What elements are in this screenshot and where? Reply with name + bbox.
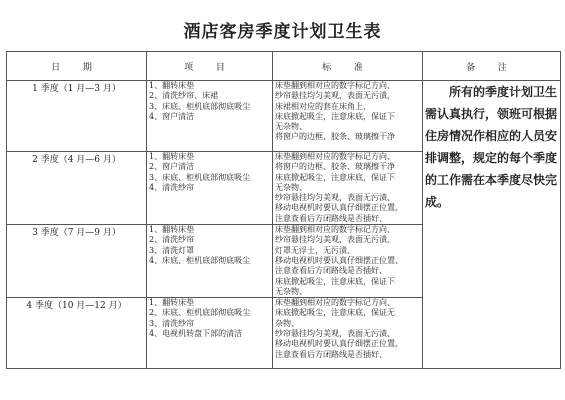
item-line: 4、清洗纱帘 [149,182,195,192]
standard-line: 床底掀起吸尘，注意床底，保证无 [275,308,395,318]
table-row [7,81,561,152]
item-line: 1、翻转床垫 [149,152,195,161]
standard-cell [273,152,423,225]
page-title: 酒店客房季度计划卫生表 [183,22,382,42]
standard-line: 床垫翻到相对应的数字标记方向、 [275,81,395,90]
period-cell: 1 季度（1 月—3 月） [7,81,147,152]
standard-line: 床底掀起吸尘，注意床底，保证下 [275,172,395,182]
standard-line: 床垫翻到相对应的数字标记方向、 [275,298,395,308]
item-line: 3、清洗纱帘 [149,318,195,328]
standard-line: 纱帘悬挂均匀美观，表面无污渍、 [275,193,395,203]
table-header-row [7,52,561,81]
item-line: 4、电视机转盘下部的清洁 [149,329,243,339]
item-line: 2、床底、柜机底部彻底吸尘 [149,308,251,318]
item-line: 3、清洗灯罩 [149,245,195,255]
standard-line: 床裙相对应的套在床角上、 [275,101,371,111]
standard-line: 将窗户的边框、胶条、玻璃擦干净 [275,132,395,142]
standard-line: 床底掀起吸尘，注意床底，保证下 [275,276,395,286]
standard-line: 移动电视机时要认真仔细摆正位置、 [275,203,403,213]
item-line: 1、翻转床垫 [149,81,195,90]
standard-cell [273,81,423,152]
period-cell: 3 季度（7 月—9 月） [7,225,147,298]
standard-line: 纱帘悬挂均匀美观，表面无污渍， [275,91,395,101]
item-line: 2、清洗纱帘、床裙 [149,91,219,101]
standard-line: 纱帘悬挂均匀美观，表面无污渍、 [275,235,395,245]
standard-line: 注意查看后方闭路线是否插好、 [275,349,387,359]
item-line: 2、窗户清洁 [149,162,195,172]
standard-line: 灯罩无浮土，无污渍、 [275,245,355,255]
standard-cell [273,298,423,369]
remarks-cell [423,81,561,369]
hygiene-plan-table [6,51,561,369]
standard-line: 纱帘悬挂均匀美观，表面无污渍、 [275,329,395,339]
standard-line: 杂物、 [275,318,299,328]
remarks-text: 所有的季度计划卫生需认真执行，领班可根据住房情况作相应的人员安排调整，规定的每个季度的工作需在本季度尽快完成。 [425,85,558,209]
standard-line: 无杂物、 [275,286,307,296]
item-line: 3、床底、柜机底部彻底吸尘 [149,101,251,111]
standard-line: 无杂物、 [275,122,307,132]
standard-line: 注意查看后方闭路线是否插好、 [275,213,387,223]
items-cell [147,152,273,225]
header-items: 项 目 [147,52,273,81]
item-line: 4、窗户清洁 [149,111,195,121]
standard-line: 移动电视机时要认真仔细摆正位置、 [275,339,403,349]
standard-line: 床底掀起吸尘，注意床底，保证下 [275,111,395,121]
item-line: 1、翻转床垫 [149,298,195,308]
items-cell [147,225,273,298]
item-line: 1、翻转床垫 [149,225,195,235]
period-cell: 2 季度（4 月—6 月） [7,152,147,225]
header-standard: 标 准 [273,52,423,81]
standard-line: 无杂物、 [275,182,307,192]
header-remarks: 备 注 [423,52,561,81]
items-cell [147,298,273,369]
item-line: 2、清洗纱帘 [149,235,195,245]
standard-line: 移动电视机时要认真仔细摆正位置、 [275,255,403,265]
standard-line: 床垫翻到相对应的数字标记方向、 [275,152,395,161]
standard-cell [273,225,423,298]
header-date: 日 期 [7,52,147,81]
standard-line: 将窗户的边框、胶条、玻璃擦干净 [275,162,395,172]
items-cell [147,81,273,152]
standard-line: 注意查看后方闭路线是否插好、 [275,266,387,276]
standard-line: 床垫翻到相对应的数字标记方向、 [275,225,395,235]
item-line: 3、床底、柜机底部彻底吸尘 [149,172,251,182]
period-cell: 4 季度（10 月—12 月） [7,298,147,369]
item-line: 4、床底、柜机底部彻底吸尘 [149,255,251,265]
